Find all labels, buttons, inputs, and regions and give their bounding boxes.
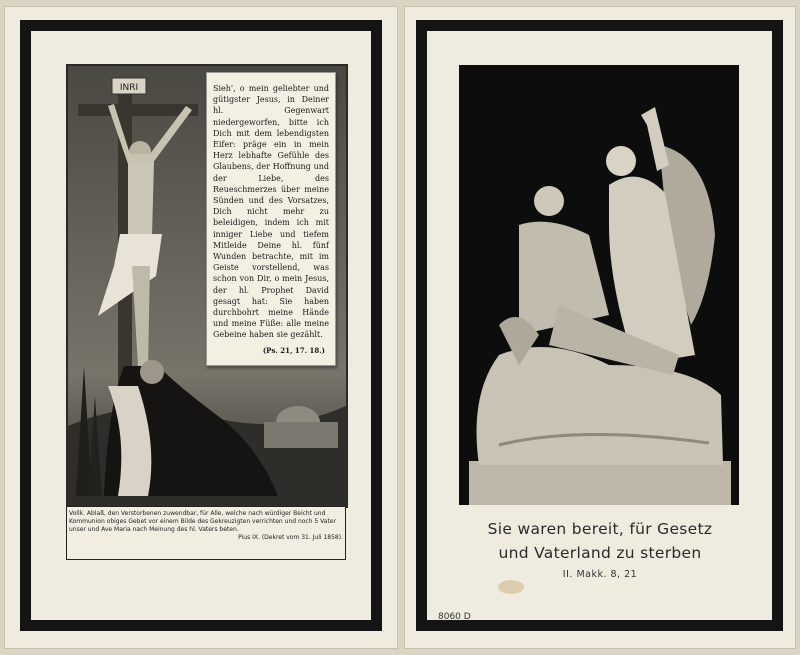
crucifixion-picture [66, 64, 348, 508]
christ-torso [128, 162, 154, 236]
jerusalem-city [264, 422, 338, 448]
caption-line-1: Sie waren bereit, für Gesetz [487, 520, 713, 538]
angel-raised-arm [641, 107, 669, 171]
prayer-text: Sieh', o mein geliebter und gütigster Jesus, in Deiner hl. Gegenwart niedergeworfen, bitte ich Dich mit dem lebendigsten Eifer: präge ein in mein Herz lebhafte Gefühle des Glaubens, der Hoffnung und der Liebe, des Reueschmerzes über meine Sünden und des Vorsatzes, Dich nicht mehr zu beleidigen, indem ich mit inniger Liebe und tiefem Mitleide Deine hl. fünf Wunden betrachte, mit im Geiste vorstellend, was schon von Dir, o mein Jesus, der hl. Prophet David gesagt hat: Sie haben durchbohrt meine Hände und meine Füße: alle meine Gebeine haben sie gezählt. [213, 84, 329, 340]
left-card-panel [4, 6, 398, 649]
right-card-panel [404, 6, 796, 649]
caption-line-2: und Vaterland zu sterben [498, 544, 702, 562]
indulgence-notice [66, 506, 346, 560]
memorial-statue-photo [459, 65, 739, 505]
indulgence-text: Vollk. Ablaß, den Verstorbenen zuwendbar, für Alle, welche nach würdiger Beicht und Kommunion obiges Gebet vor einem Bilde des Gekreuzigten verrichten und noch 5 Vater unser und Ave Maria nach Meinung des hl. Vaters beten. [69, 510, 336, 533]
angel-head [606, 146, 636, 176]
bible-reference: II. Makk. 8, 21 [562, 569, 638, 580]
inri-inscription: INRI [119, 83, 139, 93]
soldier-head [534, 186, 564, 216]
paper-stain [498, 580, 524, 594]
print-code: 8060 D [438, 612, 471, 622]
angel-soldier-statue [459, 65, 739, 505]
prayer-scroll [206, 72, 336, 366]
psalm-reference: (Ps. 21, 17. 18.) [262, 346, 325, 355]
statue-plinth [469, 461, 731, 505]
rock-base [477, 347, 724, 465]
indulgence-source: Pius IX. (Dekret vom 31. Juli 1858). [238, 534, 343, 541]
magdalene-head [140, 360, 164, 384]
